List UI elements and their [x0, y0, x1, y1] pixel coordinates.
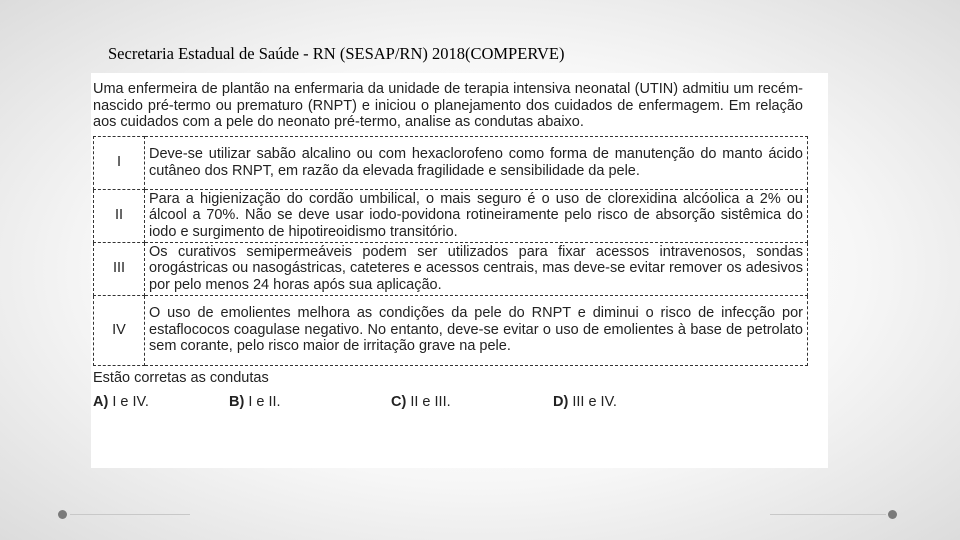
slide-title: Secretaria Estadual de Saúde - RN (SESAP/RN) 2018(COMPERVE)	[108, 44, 565, 63]
question-prompt: Estão corretas as condutas	[93, 369, 269, 386]
question-image	[91, 73, 828, 468]
statement-text: Deve-se utilizar sabão alcalino ou com hexaclorofeno como forma de manutenção do manto ácido cutâneo dos RNPT, em razão da elevada fragilidade e sensibilidade da pele.	[145, 136, 808, 189]
option-letter: D)	[553, 393, 569, 410]
table-row	[94, 295, 808, 365]
statement-number: IV	[94, 295, 145, 365]
option-d	[553, 394, 617, 410]
footer-dot-right	[888, 510, 897, 519]
statement-text: Para a higienização do cordão umbilical, o mais seguro é o uso de clorexidina alcóolica a 2% ou álcool a 70%. Não se deve usar iodo-povidona rotineiramente pelo risco de absorção sistêmica do iodo e surgimento de hipotireoidismo transitório.	[145, 189, 808, 242]
option-b	[229, 394, 391, 410]
question-intro: Uma enfermeira de plantão na enfermaria da unidade de terapia intensiva neonatal (UTIN) admitiu um recém-nascido pré-termo ou prematuro (RNPT) e iniciou o planejamento dos cuidados de enfermagem. Em relação aos cuidados com a pele do neonato pré-termo, analise as condutas abaixo.	[93, 81, 803, 130]
answer-options	[93, 394, 828, 410]
statement-number: III	[94, 242, 145, 295]
option-text: I e II.	[244, 393, 281, 410]
option-text: III e IV.	[568, 393, 617, 410]
table-row	[94, 136, 808, 189]
option-letter: B)	[229, 393, 245, 410]
footer-dot-left	[58, 510, 67, 519]
option-letter: A)	[93, 393, 109, 410]
footer-line-right	[770, 514, 886, 515]
table-row	[94, 189, 808, 242]
table-row	[94, 242, 808, 295]
option-letter: C)	[391, 393, 407, 410]
option-text: I e IV.	[108, 393, 149, 410]
option-a	[93, 394, 229, 410]
statement-text: Os curativos semipermeáveis podem ser utilizados para fixar acessos intravenosos, sondas orogástricas ou nasogástricas, cateteres e acessos centrais, mas deve-se evitar remover os adesivos por pelo menos 24 horas após sua aplicação.	[145, 242, 808, 295]
statement-number: II	[94, 189, 145, 242]
option-c	[391, 394, 553, 410]
statements-table	[93, 136, 808, 366]
statement-text: O uso de emolientes melhora as condições da pele do RNPT e diminui o risco de infecção por estaflococos coagulase negativo. No entanto, deve-se evitar o uso de emolientes à base de petrolato sem corante, pelo risco maior de irritação grave na pele.	[145, 295, 808, 365]
footer-line-left	[70, 514, 190, 515]
option-text: II e III.	[406, 393, 451, 410]
statement-number: I	[94, 136, 145, 189]
